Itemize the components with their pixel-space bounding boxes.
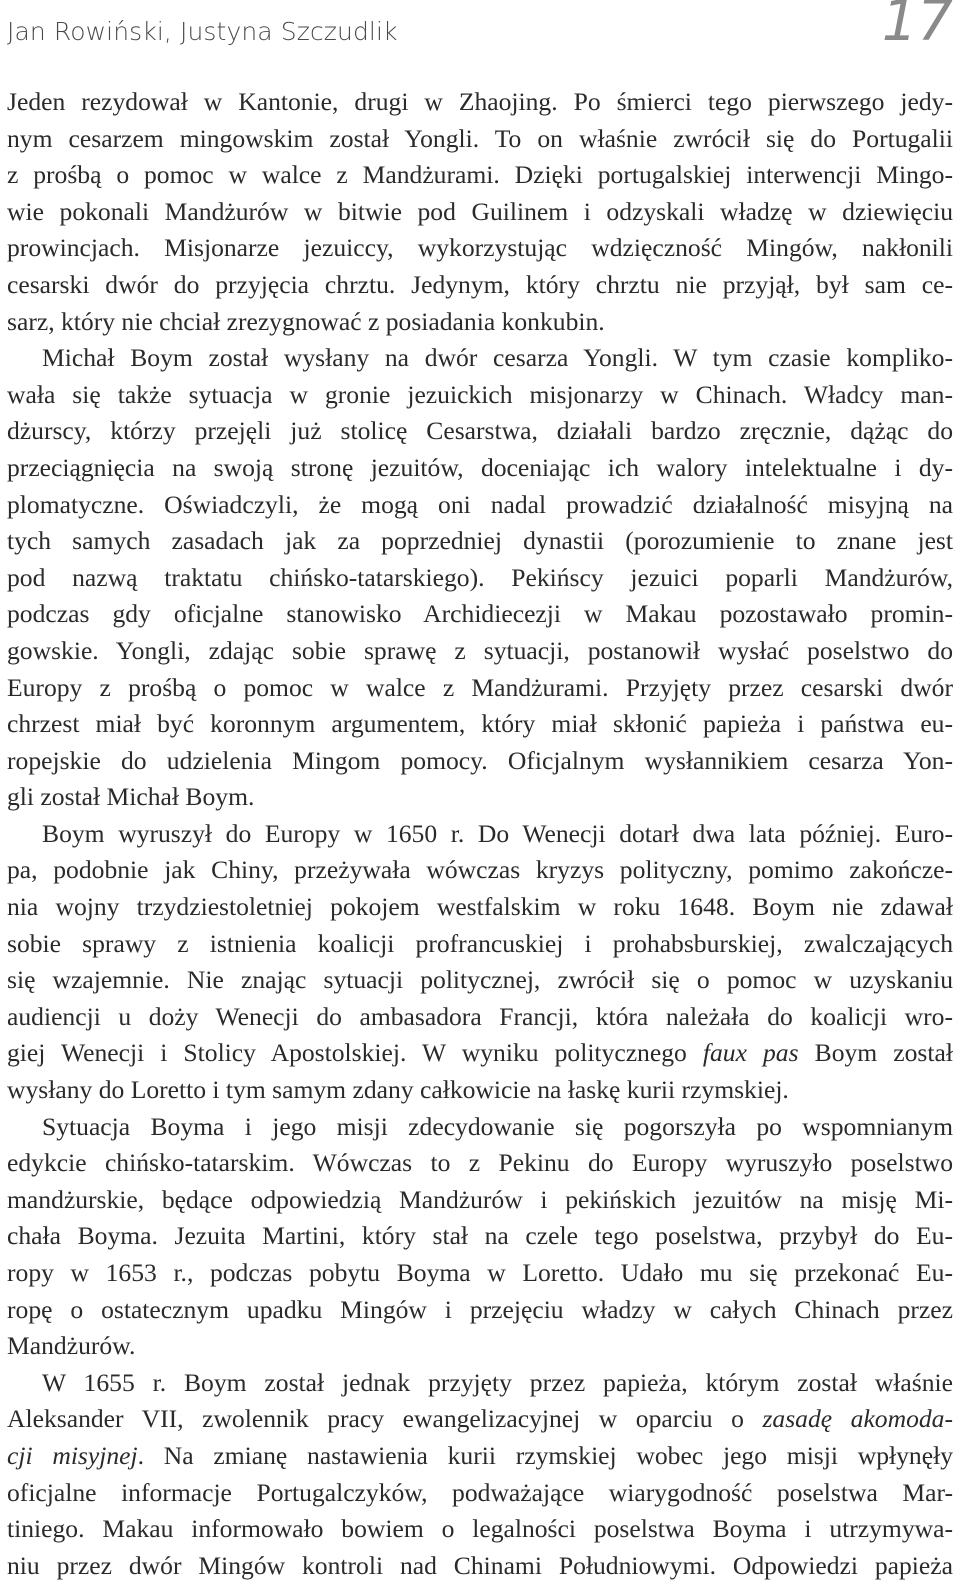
running-header — [7, 0, 953, 70]
italic-phrase: faux pas — [702, 1038, 799, 1068]
text-line — [7, 1328, 953, 1365]
text-segment: Michał Boym został wysłany na dwór cesarza Yongli. W tym czasie kompliko- — [42, 343, 953, 373]
text-line — [7, 1548, 953, 1584]
italic-phrase: cji misyjnej — [7, 1440, 138, 1470]
text-segment: sarz, który nie chciał zrezygnować z posiadania konkubin. — [7, 306, 605, 336]
text-segment: się wzajemnie. Nie znając sytuacji politycznej, zwrócił się o pomoc w uzyskaniu — [7, 965, 953, 995]
text-line — [7, 596, 953, 633]
text-segment: ropę o ostatecznym upadku Mingów i przejęciu władzy w całych Chinach przez — [7, 1294, 953, 1324]
text-segment: wysłany do Loretto i tym samym zdany całkowicie na łaskę kurii rzymskiej. — [7, 1075, 789, 1105]
text-segment: audiencji u doży Wenecji do ambasadora Francji, która należała do koalicji wro- — [7, 1001, 953, 1031]
text-line — [7, 706, 953, 743]
text-segment: pa, podobnie jak Chiny, przeżywała wówczas kryzys polityczny, pomimo zakończe- — [7, 855, 953, 885]
text-segment: edykcie chińsko-tatarskim. Wówczas to z Pekinu do Europy wyruszyło poselstwo — [7, 1148, 953, 1178]
text-line — [7, 852, 953, 889]
text-segment: wie pokonali Mandżurów w bitwie pod Guilinem i odzyskali władzę w dziewięciu — [7, 196, 953, 226]
text-line — [7, 84, 953, 121]
text-segment: nia wojny trzydziestoletniej pokojem westfalskim w roku 1648. Boym nie zdawał — [7, 892, 953, 922]
page-number: 17 — [881, 0, 953, 54]
text-segment: podczas gdy oficjalne stanowisko Archidiecezji w Makau pozostawało promin- — [7, 599, 953, 629]
text-line — [7, 1182, 953, 1219]
text-segment: gli został Michał Boym. — [7, 782, 255, 812]
text-line — [7, 1365, 953, 1402]
text-segment: giej Wenecji i Stolicy Apostolskiej. W wyniku politycznego — [7, 1038, 703, 1068]
text-line — [7, 267, 953, 304]
text-line — [7, 304, 953, 341]
text-segment: Mandżurów. — [7, 1331, 136, 1361]
text-line — [7, 889, 953, 926]
text-line — [7, 1109, 953, 1146]
text-line — [7, 816, 953, 853]
text-line — [7, 926, 953, 963]
text-line — [7, 487, 953, 524]
text-segment: Boym został — [798, 1038, 953, 1068]
text-segment: tych samych zasadach jak za poprzedniej dynastii (porozumienie to znane jest — [7, 526, 953, 556]
text-segment: Jeden rezydował w Kantonie, drugi w Zhaojing. Po śmierci tego pierwszego jedy- — [7, 87, 953, 116]
header-authors: Jan Rowiński, Justyna Szczudlik — [7, 17, 398, 46]
text-line — [7, 1035, 953, 1072]
text-segment: W 1655 r. Boym został jednak przyjęty przez papieża, którym został właśnie — [42, 1367, 953, 1397]
text-segment: nym cesarzem mingowskim został Yongli. To on właśnie zwrócił się do Portugalii — [7, 123, 953, 153]
text-line — [7, 1145, 953, 1182]
text-segment: wała się także sytuacja w gronie jezuickich misjonarzy w Chinach. Władcy man- — [7, 379, 953, 409]
text-segment: Boym wyruszył do Europy w 1650 r. Do Wenecji dotarł dwa lata później. Euro- — [42, 818, 953, 848]
text-segment: sobie sprawy z istnienia koalicji profrancuskiej i prohabsburskiej, zwalczających — [7, 928, 953, 958]
text-line — [7, 743, 953, 780]
text-line — [7, 1511, 953, 1548]
text-segment: oficjalne informacje Portugalczyków, podważające wiarygodność poselstwa Mar- — [7, 1477, 953, 1507]
text-line — [7, 413, 953, 450]
text-segment: prowincjach. Misjonarze jezuiccy, wykorzystując wdzięczność Mingów, nakłonili — [7, 233, 953, 263]
text-line — [7, 1292, 953, 1329]
text-segment: gowskie. Yongli, zdając sobie sprawę z sytuacji, postanowił wysłać poselstwo do — [7, 635, 953, 665]
text-segment: Aleksander VII, zwolennik pracy ewangelizacyjnej w oparciu o — [7, 1404, 763, 1434]
text-segment: ropejskie do udzielenia Mingom pomocy. Oficjalnym wysłannikiem cesarza Yon- — [7, 745, 953, 775]
text-segment: dżurscy, którzy przejęli już stolicę Cesarstwa, działali bardzo zręcznie, dążąc do — [7, 416, 953, 446]
text-line — [7, 1218, 953, 1255]
text-line — [7, 377, 953, 414]
text-line — [7, 230, 953, 267]
text-segment: chrzest miał być koronnym argumentem, który miał skłonić papieża i państwa eu- — [7, 709, 953, 739]
text-segment: plomatyczne. Oświadczyli, że mogą oni nadal prowadzić działalność misyjną na — [7, 489, 953, 519]
text-line — [7, 121, 953, 158]
text-line — [7, 340, 953, 377]
text-line — [7, 1401, 953, 1438]
text-line — [7, 670, 953, 707]
italic-phrase: zasadę akomoda- — [762, 1404, 953, 1434]
text-line — [7, 194, 953, 231]
text-line — [7, 633, 953, 670]
text-line — [7, 1438, 953, 1475]
text-line — [7, 779, 953, 816]
text-segment: ropy w 1653 r., podczas pobytu Boyma w Loretto. Udało mu się przekonać Eu- — [7, 1258, 953, 1287]
text-line — [7, 1255, 953, 1292]
text-line — [7, 1072, 953, 1109]
text-line — [7, 560, 953, 597]
text-line — [7, 450, 953, 487]
text-line — [7, 523, 953, 560]
text-segment: . Na zmianę nastawienia kurii rzymskiej wobec jego misji wpłynęły — [137, 1440, 953, 1470]
text-segment: chała Boyma. Jezuita Martini, który stał na czele tego poselstwa, przybył do Eu- — [7, 1221, 953, 1251]
text-segment: pod nazwą traktatu chińsko-tatarskiego). Pekińscy jezuici poparli Mandżurów, — [7, 562, 953, 592]
text-segment: mandżurskie, będące odpowiedzią Mandżurów i pekińskich jezuitów na misję Mi- — [7, 1184, 953, 1214]
text-segment: Europy z prośbą o pomoc w walce z Mandżurami. Przyjęty przez cesarski dwór — [7, 672, 953, 702]
text-line — [7, 999, 953, 1036]
text-line — [7, 962, 953, 999]
text-segment: przeciągnięcia na swoją stronę jezuitów, doceniając ich walory intelektualne i dy- — [7, 452, 953, 482]
text-segment: tiniego. Makau informowało bowiem o legalności poselstwa Boyma i utrzymywa- — [7, 1514, 953, 1544]
text-segment: niu przez dwór Mingów kontroli nad Chinami Południowymi. Odpowiedzi papieża — [7, 1550, 953, 1580]
text-segment: z prośbą o pomoc w walce z Mandżurami. Dzięki portugalskiej interwencji Mingo- — [7, 160, 953, 190]
text-line — [7, 1475, 953, 1512]
text-segment: cesarski dwór do przyjęcia chrztu. Jedynym, który chrztu nie przyjął, był sam ce- — [7, 269, 953, 299]
text-line — [7, 157, 953, 194]
text-segment: Sytuacja Boyma i jego misji zdecydowanie się pogorszyła po wspomnianym — [42, 1111, 953, 1141]
body-text — [7, 84, 953, 1584]
